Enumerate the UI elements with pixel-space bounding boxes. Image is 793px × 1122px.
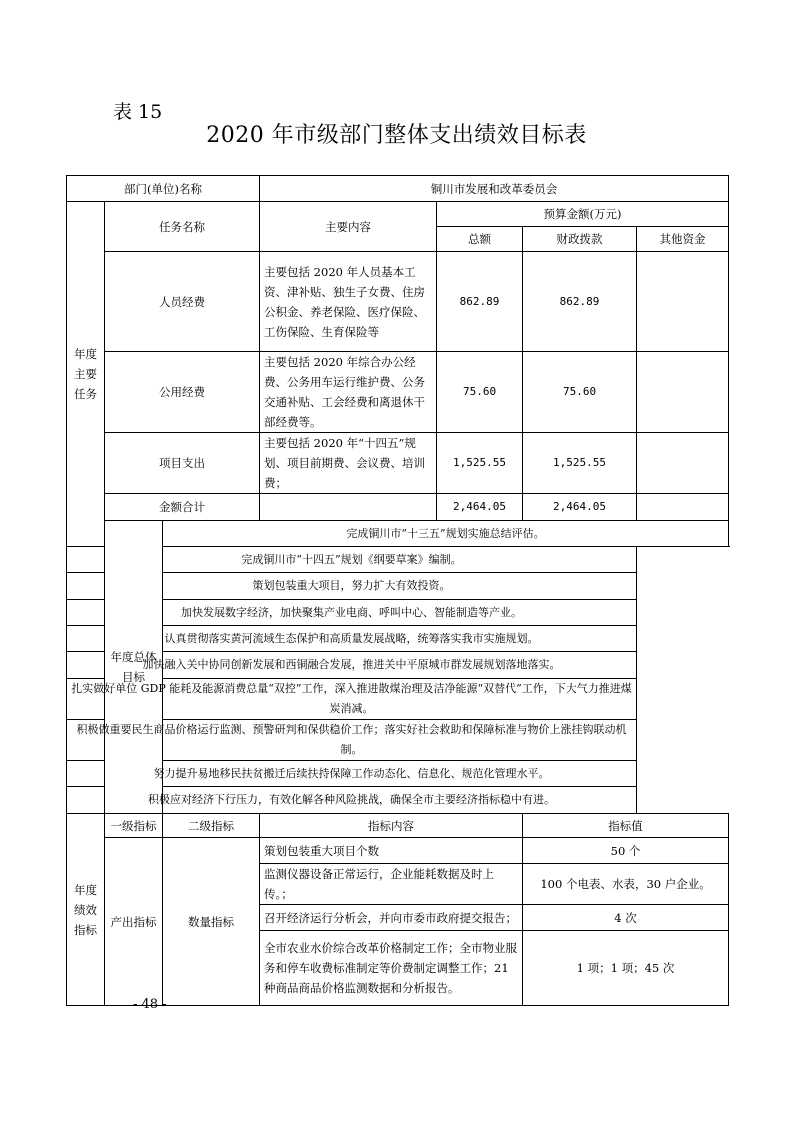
goal-row [67,547,729,573]
task-fiscal: 862.89 [523,252,637,352]
indicator-content: 全市农业水价综合改革价格制定工作；全市物业服务和停车收费标准制定等价费制定调整工作；21 种商品商品价格监测数据和分析报告。 [260,931,523,1006]
task-fiscal: 1,525.55 [523,433,637,494]
sum-row [67,494,729,521]
task-other [637,252,729,352]
table-label: 表 15 [113,101,163,123]
task-content: 主要包括 2020 年综合办公经费、公务用车运行维护费、公务交通补贴、工会经费和离退休干部经费等。 [260,352,437,433]
indicator-value: 1 项；1 项；45 次 [523,931,729,1006]
task-header-row [67,202,729,227]
goal-item: 加快融入关中协同创新发展和西铜融合发展，推进关中平原城市群发展规划落地落实。 [67,652,637,679]
indicators-label: 年度绩效指标 [67,814,105,1006]
goal-row [67,787,729,814]
goal-row [67,720,729,761]
task-name: 公用经费 [105,352,260,433]
department-value: 铜川市发展和改革委员会 [260,176,729,202]
goal-item: 完成铜川市“十四五”规划《纲要草案》编制。 [67,547,637,573]
goal-item: 认真贯彻落实黄河流域生态保护和高质量发展战略，统筹落实我市实施规划。 [67,626,637,652]
goal-row [67,521,729,547]
other-header: 其他资金 [637,227,729,252]
task-total: 1,525.55 [437,433,523,494]
goal-item: 积极应对经济下行压力，有效化解各种风险挑战，确保全市主要经济指标稳中有进。 [67,787,637,814]
sum-content [260,494,437,521]
indicator-header-row [67,814,729,838]
department-row [67,176,729,202]
goal-item: 扎实做好单位 GDP 能耗及能源消费总量“双控”工作，深入推进散煤治理及洁净能源“双替代”工作，下大气力推进煤炭消减。 [67,679,637,720]
sum-label: 金额合计 [105,494,260,521]
task-name-header: 任务名称 [105,202,260,252]
total-header: 总额 [437,227,523,252]
goal-row [67,761,729,787]
task-name: 项目支出 [105,433,260,494]
level2-value: 数量指标 [163,838,260,1006]
task-content: 主要包括 2020 年“十四五”规划、项目前期费、会议费、培训费； [260,433,437,494]
goal-item: 努力提升易地移民扶贫搬迁后续扶持保障工作动态化、信息化、规范化管理水平。 [67,761,637,787]
indicator-value: 100 个电表、水表，30 户企业。 [523,864,729,905]
sum-total: 2,464.05 [437,494,523,521]
goal-item: 完成铜川市“十三五”规划实施总结评估。 [163,521,729,547]
task-other [637,352,729,433]
indicator-value: 50 个 [523,838,729,864]
level1-header: 一级指标 [105,814,163,838]
goal-row [67,600,729,626]
budget-header: 预算金额(万元) [437,202,729,227]
overall-goals-label: 年度总体目标 [105,521,163,814]
level1-value: 产出指标 [105,838,163,1006]
main-content-header: 主要内容 [260,202,437,252]
performance-table [66,175,729,1006]
task-row [67,352,729,433]
task-row [67,433,729,494]
goal-row [67,626,729,652]
sum-fiscal: 2,464.05 [523,494,637,521]
goal-item: 加快发展数字经济，加快聚集产业电商、呼叫中心、智能制造等产业。 [67,600,637,626]
fiscal-header: 财政拨款 [523,227,637,252]
goal-row [67,573,729,600]
task-row [67,252,729,352]
indicator-row [67,838,729,864]
task-content: 主要包括 2020 年人员基本工资、津补贴、独生子女费、住房公积金、养老保险、医疗保险、工伤保险、生育保险等 [260,252,437,352]
annual-tasks-label: 年度主要任务 [67,202,105,547]
goal-item: 积极做重要民生商品价格运行监测、预警研判和保供稳价工作；落实好社会救助和保障标准与物价上涨挂钩联动机制。 [67,720,637,761]
indicator-value-header: 指标值 [523,814,729,838]
goal-item: 策划包装重大项目，努力扩大有效投资。 [67,573,637,600]
department-label: 部门(单位)名称 [67,176,260,202]
task-total: 75.60 [437,352,523,433]
page-number: - 48 - [133,997,167,1012]
goal-row [67,652,729,679]
task-fiscal: 75.60 [523,352,637,433]
task-total: 862.89 [437,252,523,352]
indicator-content: 策划包装重大项目个数 [260,838,523,864]
indicator-content: 召开经济运行分析会，并向市委市政府提交报告； [260,905,523,931]
indicator-content-header: 指标内容 [260,814,523,838]
document-title: 2020 年市级部门整体支出绩效目标表 [206,123,587,148]
task-name: 人员经费 [105,252,260,352]
sum-other [637,494,729,521]
level2-header: 二级指标 [163,814,260,838]
indicator-value: 4 次 [523,905,729,931]
goal-row [67,679,729,720]
indicator-content: 监测仪器设备正常运行，企业能耗数据及时上传。； [260,864,523,905]
task-other [637,433,729,494]
